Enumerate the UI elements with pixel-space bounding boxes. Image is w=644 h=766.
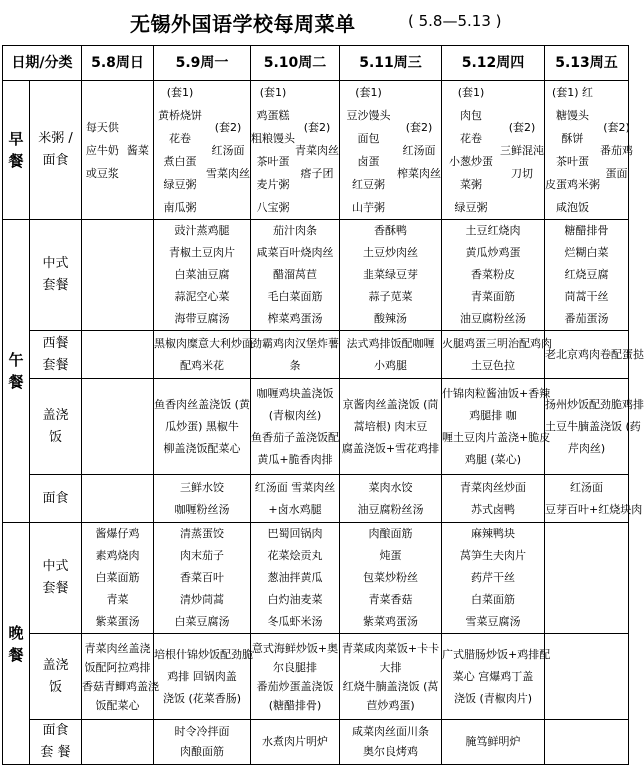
menu-item: 京酱肉丝盖浇饭 (茼: [342, 397, 439, 411]
menu-list: [545, 475, 643, 523]
menu-item: 素鸡烧肉: [95, 549, 140, 562]
menu-item: 花卷: [460, 132, 482, 145]
menu-item: 浇饭 (花菜香肠): [162, 691, 242, 705]
menu-item: 烂糊白菜: [564, 246, 609, 259]
category-text: 米粥 / 面食: [38, 131, 73, 168]
menu-item: 黄瓜炒鸡蛋: [465, 246, 521, 259]
menu-list: [154, 81, 206, 219]
menu-item: 小鸡腿: [374, 358, 407, 372]
menu-item: 紫菜蛋汤: [95, 615, 140, 628]
menu-cell: [340, 81, 442, 220]
menu-list: [600, 116, 633, 185]
menu-item: 鱼香茄子盖浇饭配: [251, 430, 339, 444]
menu-item: 茼蒿干丝: [564, 290, 609, 303]
category-text: 盖浇饭: [42, 407, 69, 445]
category-label: [30, 720, 82, 765]
header-day: 5.9周一: [154, 46, 251, 81]
menu-item: 红烧牛腩盖浇饭 (莴: [342, 679, 439, 693]
menu-item: 海带豆腐汤: [174, 312, 230, 325]
menu-item: 茶叶蛋: [556, 155, 589, 168]
menu-item: +卤水鸡腿: [268, 502, 322, 516]
menu-list: [545, 81, 600, 219]
menu-item: 肉酿面筋: [180, 745, 224, 758]
menu-item: 青菜肉丝炒面: [460, 480, 526, 494]
header-category: 日期/分类: [3, 46, 82, 81]
menu-item: 红汤面: [211, 143, 245, 157]
lunch-western-row: [3, 331, 629, 379]
menu-item: 应牛奶: [85, 143, 119, 157]
menu-item: 卤蛋: [357, 155, 380, 168]
menu-item: (套2): [303, 120, 331, 134]
menu-item: 咖喱粉丝汤: [174, 502, 230, 516]
menu-item: 葱油拌黄瓜: [267, 571, 323, 584]
menu-item: (套1): [166, 86, 194, 99]
menu-item: 红豆粥: [352, 178, 385, 191]
menu-list: [442, 475, 545, 523]
menu-item: 配鸡米花: [180, 358, 224, 372]
menu-item: 培根什锦炒饭配劲脆: [154, 647, 253, 661]
header-day: 5.12周四: [442, 46, 545, 81]
menu-item: 青菜咸肉菜饭+卡卡: [341, 641, 440, 655]
menu-item: 菜肉水饺: [368, 480, 413, 494]
menu-item: 土豆红烧肉: [465, 224, 521, 237]
menu-item: 炖蛋: [379, 549, 402, 562]
menu-item: 豆沙馒头: [346, 109, 391, 122]
menu-item: 包菜炒粉丝: [363, 571, 418, 584]
menu-item: 黑椒肉糜意大利炒面: [154, 336, 253, 350]
menu-item: 刀切: [511, 166, 533, 180]
menu-item: (套2): [603, 120, 630, 134]
menu-list: [442, 81, 500, 219]
menu-item: 三鲜水饺: [180, 480, 224, 494]
header-day: 5.10周二: [251, 46, 340, 81]
dinner-chinese-row: [3, 523, 629, 634]
menu-item: 腐盖浇饭+雪花鸡排: [341, 441, 440, 455]
menu-item: 毛白菜面筋: [267, 290, 323, 303]
menu-item: 浇饭 (青椒肉片): [453, 691, 533, 705]
category-label: [30, 81, 82, 220]
menu-item: 蒜子苋菜: [368, 290, 413, 303]
meal-label-breakfast: [3, 81, 30, 220]
menu-list: [340, 634, 442, 720]
menu-item: 雪菜肉丝: [206, 166, 250, 180]
menu-item: 清炒茼蒿: [180, 593, 224, 606]
header-row: [3, 46, 629, 81]
menu-item: 青菜香菇: [368, 593, 413, 606]
menu-item: 酱爆仔鸡: [95, 527, 140, 540]
menu-item: 醋溜莴苣: [273, 268, 317, 281]
menu-item: 酥饼: [561, 132, 584, 145]
menu-item: 香菜百叶: [180, 571, 224, 584]
menu-item: 豉汁蒸鸡腿: [174, 224, 230, 237]
breakfast-row: [3, 81, 629, 220]
menu-item: 糖馒头: [556, 109, 589, 122]
menu-cell: [82, 331, 154, 379]
menu-item: 菜心 宫爆鸡丁盖: [452, 669, 534, 683]
menu-item: (套1) 红: [551, 86, 594, 99]
menu-cell: [545, 634, 629, 720]
menu-item: 鸡腿排 咖: [469, 408, 517, 422]
menu-item: 黄瓜+脆香肉排: [257, 452, 333, 466]
menu-item: 苏式卤鸭: [471, 502, 515, 516]
menu-item: 腌笃鲜明炉: [465, 735, 521, 748]
menu-item: (套1): [457, 86, 485, 99]
lunch-chinese-row: [3, 220, 629, 331]
menu-list: [442, 720, 545, 765]
category-label: [30, 220, 82, 331]
menu-item: 三鲜混沌: [500, 143, 544, 157]
menu-item: 青菜肉丝: [295, 143, 339, 157]
menu-item: 条: [289, 358, 301, 372]
menu-item: 肉末茄子: [180, 549, 224, 562]
menu-item: 绿豆粥: [163, 178, 197, 191]
menu-item: 时令冷拌面: [174, 725, 230, 738]
menu-item: 或豆浆: [85, 166, 119, 180]
menu-item: 大排: [379, 660, 402, 674]
category-text: 面食: [42, 490, 69, 506]
menu-item: 扬州炒饭配劲脆鸡排: [545, 397, 644, 411]
category-label: [30, 475, 82, 523]
menu-item: 鱼香肉丝盖浇饭 (黄: [154, 397, 250, 411]
menu-item: 劲霸鸡肉汉堡炸薯: [251, 336, 339, 350]
menu-list: [340, 220, 442, 331]
menu-item: 蛋面: [605, 166, 628, 180]
menu-item: 白菜面筋: [95, 571, 140, 584]
page-title: 无锡外国语学校每周菜单: [130, 12, 356, 36]
menu-cell: [82, 475, 154, 523]
menu-item: 蒜泥空心菜: [174, 290, 230, 303]
dinner-rice-row: [3, 634, 629, 720]
menu-item: 花卷: [169, 132, 191, 145]
menu-list: [206, 116, 250, 185]
menu-item: 青菜: [106, 593, 129, 606]
menu-item: 莴笋生夫肉片: [460, 549, 526, 562]
category-text: 中式 套餐: [42, 559, 69, 596]
menu-item: 土豆色拉: [471, 358, 515, 372]
menu-item: 白菜面筋: [471, 593, 515, 606]
menu-item: 青椒土豆肉片: [169, 246, 235, 259]
menu-item: 小葱炒蛋: [449, 155, 493, 168]
menu-item: 饭配菜心: [95, 698, 140, 712]
menu-item: 麦片粥: [256, 178, 290, 191]
menu-cell: [82, 220, 154, 331]
menu-item: 红汤面: [570, 480, 603, 494]
menu-list: [500, 116, 544, 185]
menu-item: 香酥鸭: [374, 224, 407, 237]
menu-item: 冬瓜虾米汤: [267, 615, 323, 628]
menu-list: [82, 634, 159, 720]
menu-item: 花菜烩贡丸: [267, 549, 323, 562]
menu-item: 红汤面: [402, 143, 436, 157]
menu-item: 蒿培根) 肉末豆: [353, 419, 428, 433]
meal-text: 早餐: [8, 130, 24, 170]
category-text: 西餐 套餐: [42, 335, 69, 373]
menu-list: [251, 379, 340, 475]
meal-text: 午餐: [8, 351, 24, 391]
menu-list: [397, 116, 441, 185]
menu-item: (糖醋排骨): [268, 698, 322, 712]
menu-item: (青椒肉丝): [268, 408, 322, 422]
menu-item: 火腿鸡蛋三明治配鸡肉: [442, 336, 552, 350]
menu-item: 芹肉丝): [567, 441, 606, 455]
header-day: 5.13周五: [545, 46, 629, 81]
menu-item: 肉包: [460, 109, 482, 122]
meal-label-dinner: [3, 523, 30, 765]
menu-item: 茄汁肉条: [273, 224, 317, 237]
menu-list: [545, 220, 629, 331]
menu-list: [154, 475, 251, 523]
menu-item: 番茄鸡: [600, 143, 633, 157]
menu-item: 水煮肉片明炉: [262, 735, 328, 748]
menu-item: 老北京鸡肉卷配蛋挞: [545, 347, 644, 361]
menu-list: [442, 523, 545, 634]
menu-list: [154, 379, 251, 475]
menu-list: [340, 475, 442, 523]
menu-item: 豆芽百叶+红烧块肉: [545, 502, 643, 516]
menu-item: 咸泡饭: [556, 201, 589, 214]
menu-item: 意式海鲜炒饭+奥: [251, 641, 339, 655]
category-text: 中式 套餐: [42, 256, 69, 293]
menu-list: [82, 523, 154, 634]
menu-item: 广式腊肠炒饭+鸡排配: [442, 647, 551, 661]
menu-cell: [251, 81, 340, 220]
menu-item: 药芹干丝: [471, 571, 515, 584]
menu-item: 黄桥烧饼: [158, 109, 202, 122]
menu-cell: [82, 81, 154, 220]
menu-item: 绿豆粥: [454, 201, 488, 214]
menu-item: 法式鸡排饭配咖喱: [346, 336, 435, 350]
menu-list: [340, 81, 397, 219]
menu-list: [154, 720, 251, 765]
menu-item: 香菜粉皮: [471, 268, 515, 281]
menu-cell: [82, 379, 154, 475]
menu-item: 糖醋排骨: [564, 224, 609, 237]
category-label: [30, 634, 82, 720]
menu-list: [442, 634, 551, 720]
menu-item: 红汤面 雪菜肉丝: [254, 480, 336, 494]
menu-list: [251, 634, 340, 720]
menu-list: [154, 634, 251, 720]
menu-item: 每天供: [85, 120, 119, 134]
menu-item: (套1): [355, 86, 382, 99]
menu-item: 油豆腐粉丝汤: [357, 502, 424, 516]
menu-item: 煮白蛋: [163, 155, 197, 168]
menu-item: 皮蛋鸡米粥: [545, 178, 600, 191]
menu-item: 尔良腿排: [273, 660, 317, 674]
menu-item: 巴蜀回锅肉: [267, 527, 323, 540]
menu-item: 瘩子团: [300, 166, 334, 180]
menu-item: 肉酿面筋: [368, 527, 413, 540]
menu-list: [154, 220, 251, 331]
menu-item: 土豆牛腩盖浇饭 (药: [545, 419, 641, 433]
meal-label-lunch: [3, 220, 30, 523]
header-day: 5.8周日: [82, 46, 154, 81]
menu-item: 鸡排 回锅肉盖: [167, 669, 237, 683]
menu-item: 麻辣鸭块: [471, 527, 515, 540]
menu-item: 奥尔良烤鸡: [363, 745, 418, 758]
weekly-menu-table: [2, 45, 644, 765]
menu-item: 南瓜粥: [163, 201, 197, 214]
menu-item: 白灼油麦菜: [267, 593, 323, 606]
menu-item: 白菜油豆腐: [174, 268, 230, 281]
menu-item: 饭配阿拉鸡排: [84, 660, 151, 674]
menu-item: 土豆炒肉丝: [363, 246, 418, 259]
lunch-noodle-row: [3, 475, 629, 523]
menu-list: [340, 379, 442, 475]
menu-item: 鸡蛋糕: [256, 109, 290, 122]
menu-item: 酸辣汤: [374, 312, 407, 325]
menu-list: [442, 331, 552, 379]
menu-list: [154, 523, 251, 634]
menu-title-bar: [0, 0, 630, 44]
category-text: 面食套 餐: [40, 723, 71, 760]
date-range: ( 5.8—5.13 ): [408, 12, 502, 30]
menu-item: 柳盖浇饭配菜心: [163, 441, 241, 455]
menu-list: [295, 116, 339, 185]
menu-list: [340, 720, 442, 765]
menu-item: 面包: [357, 132, 380, 145]
menu-item: 菜粥: [460, 178, 482, 191]
meal-text: 晚餐: [8, 623, 24, 664]
menu-list: [251, 720, 340, 765]
menu-item: 瓜炒蛋) 黑椒牛: [165, 419, 239, 433]
menu-item: 香菇青鲫鸡盖浇: [82, 679, 159, 693]
menu-item: 苣炒鸡蛋): [366, 698, 415, 712]
menu-list: [442, 220, 545, 331]
menu-item: 咸菜百叶烧肉丝: [256, 246, 334, 259]
menu-item: 紫菜鸡蛋汤: [363, 615, 418, 628]
menu-item: 韭菜绿豆芽: [363, 268, 418, 281]
menu-item: (套2): [214, 120, 242, 134]
menu-list: [251, 220, 340, 331]
menu-list: [82, 116, 123, 185]
menu-cell: [545, 523, 629, 634]
menu-item: 红烧豆腐: [564, 268, 609, 281]
menu-list: [545, 379, 644, 475]
menu-list: [340, 331, 442, 379]
lunch-rice-row: [3, 379, 629, 475]
category-label: [30, 523, 82, 634]
dinner-noodle-row: [3, 720, 629, 765]
menu-list: [251, 331, 340, 379]
menu-item: 酱菜: [126, 143, 149, 157]
menu-item: 白菜豆腐汤: [174, 615, 230, 628]
menu-item: 油豆腐粉丝汤: [460, 312, 526, 325]
menu-cell: [545, 720, 629, 765]
category-label: [30, 331, 82, 379]
menu-item: 番茄炒蛋盖浇饭: [256, 679, 334, 693]
menu-item: (套2): [508, 120, 536, 134]
menu-cell: [545, 81, 633, 220]
menu-item: 雪菜豆腐汤: [465, 615, 521, 628]
menu-item: 咸菜肉丝面川条: [352, 725, 429, 738]
menu-list: [251, 81, 295, 219]
menu-item: 喱土豆肉片盖浇+脆皮: [442, 430, 551, 444]
menu-list: [340, 523, 442, 634]
menu-list: [251, 523, 340, 634]
menu-item: 鸡腿 (菜心): [464, 452, 522, 466]
menu-item: 粗粮馒头: [251, 132, 295, 145]
menu-cell: [154, 81, 251, 220]
menu-list: [442, 379, 551, 475]
menu-item: 山芋粥: [352, 201, 385, 214]
menu-list: [251, 475, 340, 523]
menu-list: [154, 331, 251, 379]
menu-item: 榨菜鸡蛋汤: [267, 312, 323, 325]
menu-item: (套2): [405, 120, 433, 134]
category-text: 盖浇饭: [42, 657, 69, 695]
category-label: [30, 379, 82, 475]
menu-item: 番茄蛋汤: [564, 312, 609, 325]
menu-item: 青菜面筋: [471, 290, 515, 303]
menu-item: 清蒸蛋饺: [180, 527, 224, 540]
menu-item: 茶叶蛋: [256, 155, 290, 168]
menu-item: 什锦肉粒酱油饭+香辣: [442, 386, 551, 400]
menu-item: 榨菜肉丝: [397, 166, 441, 180]
menu-item: (套1): [259, 86, 287, 99]
menu-list: [545, 331, 644, 379]
menu-item: 八宝粥: [256, 201, 290, 214]
header-day: 5.11周三: [340, 46, 442, 81]
menu-cell: [442, 81, 545, 220]
menu-cell: [82, 720, 154, 765]
menu-item: 青菜肉丝盖浇: [84, 641, 151, 655]
menu-item: 咖喱鸡块盖浇饭: [256, 386, 334, 400]
